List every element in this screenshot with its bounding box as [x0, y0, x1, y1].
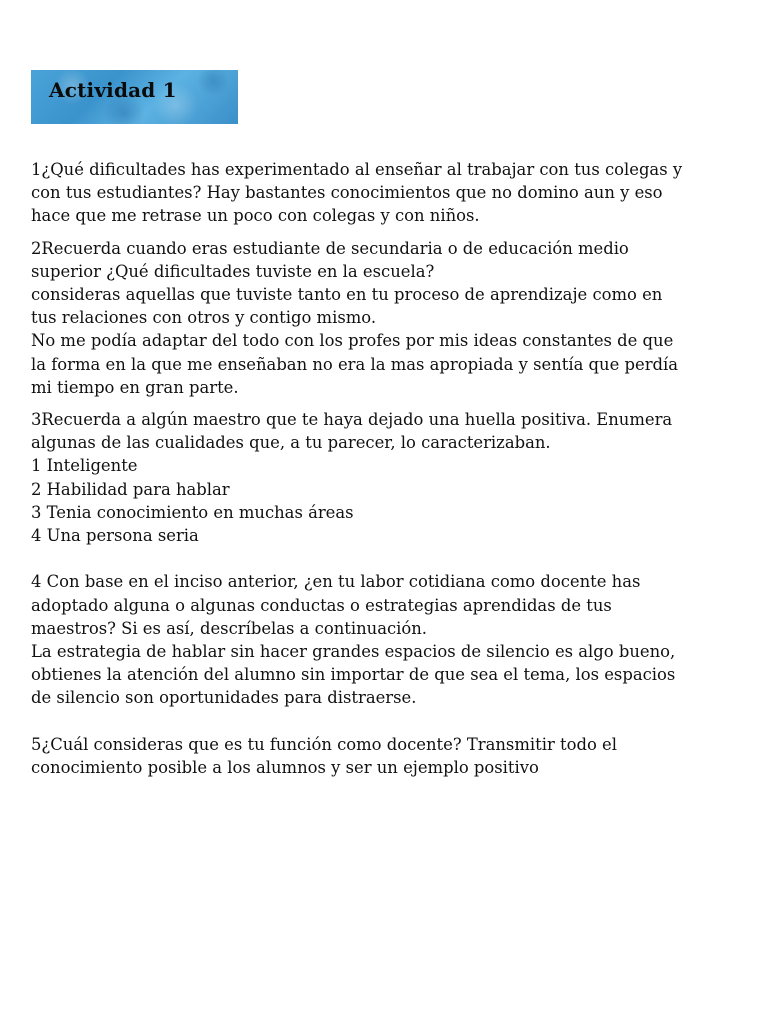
- question-3: [31, 408, 741, 779]
- question-3-line: 3Recuerda a algún maestro que te haya dejado una huella positiva. Enumera: [31, 410, 673, 430]
- question-2-line: No me podía adaptar del todo con los profes por mis ideas constantes de que: [31, 331, 674, 351]
- question-1-line: con tus estudiantes? Hay bastantes conocimientos que no domino aun y eso: [31, 183, 663, 203]
- question-2-line: mi tiempo en gran parte.: [31, 377, 239, 397]
- blank-line: [31, 710, 741, 733]
- question-3-list-item: 3 Tenia conocimiento en muchas áreas: [31, 502, 354, 522]
- question-5-line: 5¿Cuál consideras que es tu función como docente? Transmitir todo el: [31, 734, 617, 754]
- question-4-line: adoptado alguna o algunas conductas o estrategias aprendidas de tus: [31, 595, 612, 615]
- question-2-line: tus relaciones con otros y contigo mismo.: [31, 308, 377, 328]
- question-1: [31, 158, 741, 228]
- document-body: [31, 158, 741, 788]
- question-4-answer-line: obtienes la atención del alumno sin importar de que sea el tema, los espacios: [31, 665, 676, 685]
- question-3-line: algunas de las cualidades que, a tu parecer, lo caracterizaban.: [31, 433, 551, 453]
- activity-title: Actividad 1: [49, 78, 177, 102]
- question-4-answer-line: La estrategia de hablar sin hacer grandes espacios de silencio es algo bueno,: [31, 642, 676, 662]
- question-2-line: superior ¿Qué dificultades tuviste en la escuela?: [31, 261, 435, 281]
- question-4-answer-line: de silencio son oportunidades para distraerse.: [31, 688, 417, 708]
- question-3-list-item: 2 Habilidad para hablar: [31, 479, 230, 499]
- question-3-list-item: 4 Una persona seria: [31, 526, 199, 546]
- activity-banner: [31, 70, 238, 124]
- question-2-line: la forma en la que me enseñaban no era la mas apropiada y sentía que perdía: [31, 354, 679, 374]
- question-4-line: maestros? Si es así, descríbelas a continuación.: [31, 618, 428, 638]
- question-4-line: 4 Con base en el inciso anterior, ¿en tu labor cotidiana como docente has: [31, 572, 641, 592]
- question-2-line: 2Recuerda cuando eras estudiante de secundaria o de educación medio: [31, 238, 629, 258]
- question-2: [31, 237, 741, 399]
- question-1-line: 1¿Qué dificultades has experimentado al enseñar al trabajar con tus colegas y: [31, 160, 683, 179]
- question-1-line: hace que me retrase un poco con colegas y con niños.: [31, 206, 480, 226]
- question-3-list-item: 1 Inteligente: [31, 456, 138, 476]
- question-5-line: conocimiento posible a los alumnos y ser un ejemplo positivo: [31, 758, 539, 778]
- blank-line: [31, 547, 741, 570]
- question-2-line: consideras aquellas que tuviste tanto en tu proceso de aprendizaje como en: [31, 285, 663, 305]
